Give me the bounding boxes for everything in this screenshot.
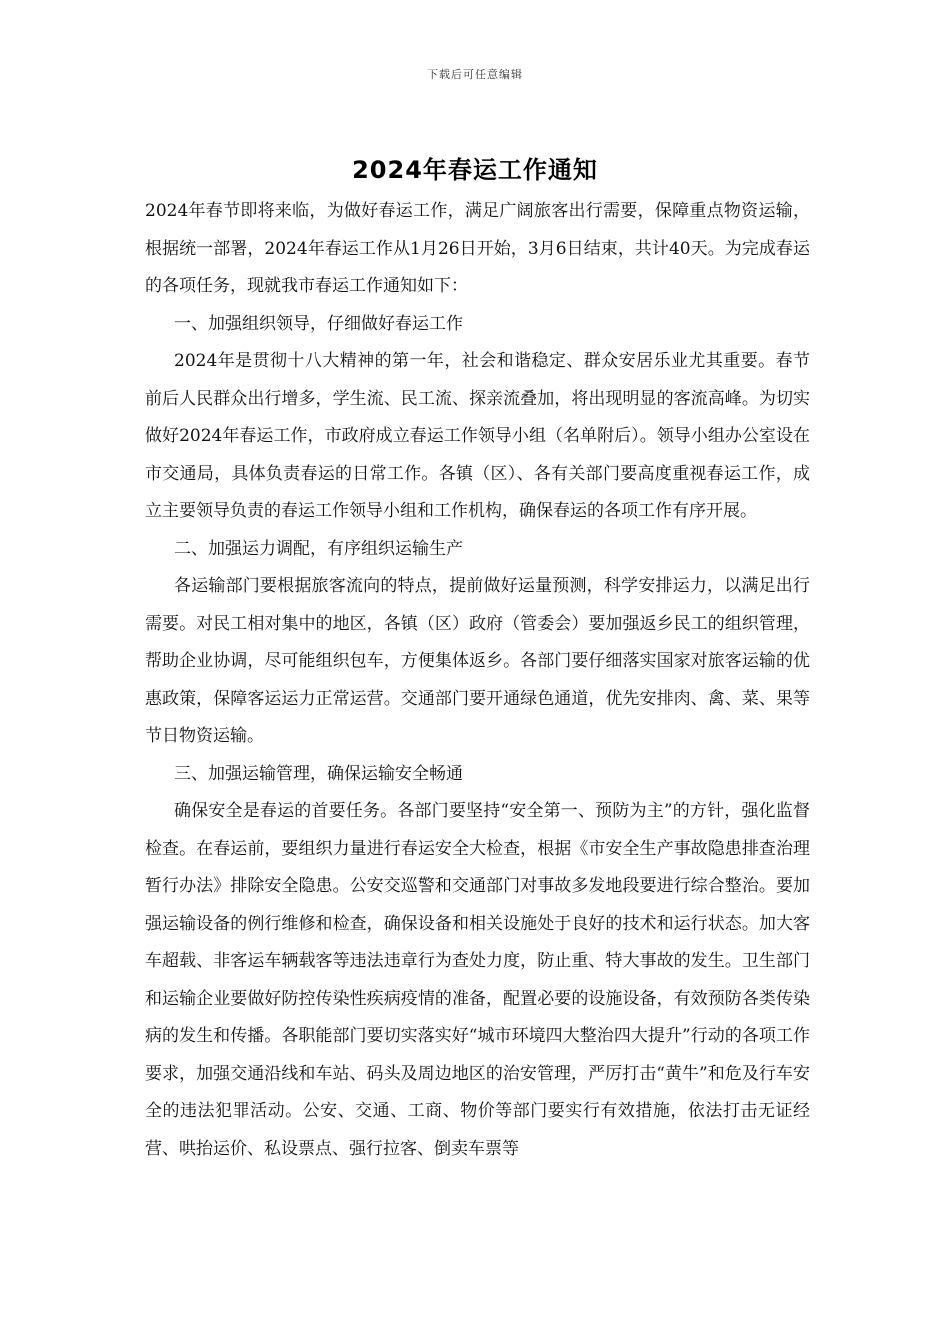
section-2-paragraph: 各运输部门要根据旅客流向的特点，提前做好运量预测，科学安排运力，以满足出行需要。对民工相对集中的地区，各镇（区）政府（管委会）要加强返乡民工的组织管理，帮助企业协调，尽可能组织包车，方便集体返乡。各部门要仔细落实国家对旅客运输的优惠政策，保障客运运力正常运营。交通部门要开通绿色通道，优先安排肉、禽、菜、果等节日物资运输。	[145, 576, 810, 746]
section-heading-1: 一、加强组织领导，仔细做好春运工作	[174, 313, 463, 334]
section-heading-2: 二、加强运力调配，有序组织运输生产	[174, 538, 463, 559]
document-title: 2024年春运工作通知	[352, 156, 598, 184]
document-body	[145, 193, 810, 1168]
section-1-paragraph: 2024年是贯彻十八大精神的第一年，社会和谐稳定、群众安居乐业尤其重要。春节前后人民群众出行增多，学生流、民工流、探亲流叠加，将出现明显的客流高峰。为切实做好2024年春运工作，市政府成立春运工作领导小组（名单附后）。领导小组办公室设在市交通局，具体负责春运的日常工作。各镇（区）、各有关部门要高度重视春运工作，成立主要领导负责的春运工作领导小组和工作机构，确保春运的各项工作有序开展。	[145, 351, 810, 521]
section-3-paragraph: 确保安全是春运的首要任务。各部门要坚持“安全第一、预防为主”的方针，强化监督检查。在春运前，要组织力量进行春运安全大检查，根据《市安全生产事故隐患排查治理暂行办法》排除安全隐患。公安交巡警和交通部门对事故多发地段要进行综合整治。要加强运输设备的例行维修和检查，确保设备和相关设施处于良好的技术和运行状态。加大客车超载、非客运车辆载客等违法违章行为查处力度，防止重、特大事故的发生。卫生部门和运输企业要做好防控传染性疾病疫情的准备，配置必要的设施设备，有效预防各类传染病的发生和传播。各职能部门要切实落实好“城市环境四大整治四大提升”行动的各项工作要求，加强交通沿线和车站、码头及周边地区的治安管理，严厉打击“黄牛”和危及行车安全的违法犯罪活动。公安、交通、工商、物价等部门要实行有效措施，依法打击无证经营、哄抬运价、私设票点、强行拉客、倒卖车票等	[145, 801, 810, 1159]
header-note: 下载后可任意编辑	[427, 68, 523, 81]
section-heading-3: 三、加强运输管理，确保运输安全畅通	[174, 763, 463, 784]
intro-paragraph: 2024年春节即将来临，为做好春运工作，满足广阔旅客出行需要，保障重点物资运输，根据统一部署，2024年春运工作从1月26日开始，3月6日结束，共计40天。为完成春运的各项任务，现就我市春运工作通知如下：	[145, 201, 810, 296]
